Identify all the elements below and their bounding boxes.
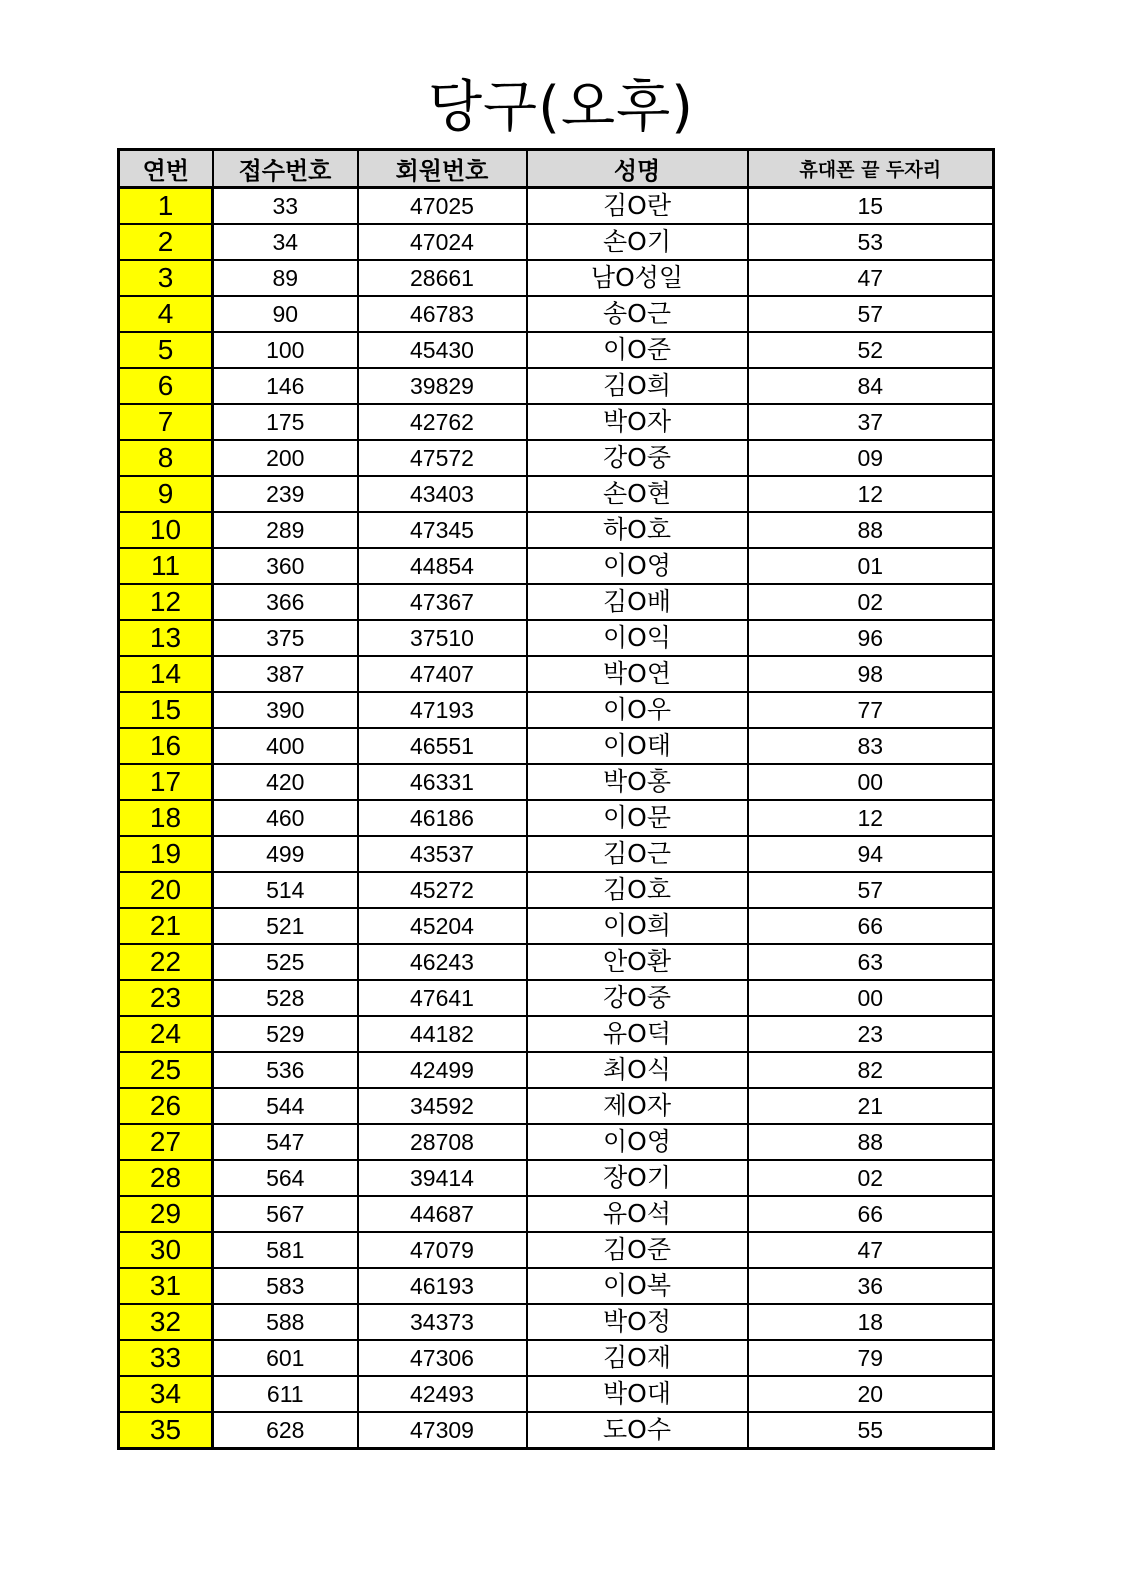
receipt-number-cell: 366 [213,584,358,620]
name-cell: 김O호 [527,872,748,908]
receipt-number-cell: 611 [213,1376,358,1412]
row-index-cell: 29 [119,1196,213,1232]
phone-last-digits-cell: 12 [748,800,994,836]
name-cell: 이O복 [527,1268,748,1304]
row-index-cell: 21 [119,908,213,944]
phone-last-digits-cell: 66 [748,1196,994,1232]
member-number-cell: 47024 [358,224,527,260]
name-cell: 김O배 [527,584,748,620]
receipt-number-cell: 460 [213,800,358,836]
receipt-number-cell: 387 [213,656,358,692]
phone-last-digits-cell: 94 [748,836,994,872]
name-cell: 김O희 [527,368,748,404]
member-number-cell: 47309 [358,1412,527,1449]
row-index-cell: 23 [119,980,213,1016]
name-cell: 이O영 [527,1124,748,1160]
row-index-cell: 7 [119,404,213,440]
name-cell: 박O정 [527,1304,748,1340]
table-row [119,836,994,872]
name-cell: 최O식 [527,1052,748,1088]
table-row [119,1268,994,1304]
name-cell: 이O준 [527,332,748,368]
phone-last-digits-cell: 57 [748,872,994,908]
table-row [119,368,994,404]
row-index-cell: 25 [119,1052,213,1088]
table-row [119,260,994,296]
row-index-cell: 24 [119,1016,213,1052]
receipt-number-cell: 601 [213,1340,358,1376]
member-number-cell: 46331 [358,764,527,800]
table-row [119,296,994,332]
row-index-cell: 14 [119,656,213,692]
member-number-cell: 39829 [358,368,527,404]
member-number-cell: 42499 [358,1052,527,1088]
member-number-cell: 34592 [358,1088,527,1124]
receipt-number-cell: 529 [213,1016,358,1052]
phone-last-digits-cell: 53 [748,224,994,260]
name-cell: 박O연 [527,656,748,692]
phone-last-digits-cell: 55 [748,1412,994,1449]
phone-last-digits-cell: 88 [748,512,994,548]
row-index-cell: 34 [119,1376,213,1412]
name-cell: 도O수 [527,1412,748,1449]
name-cell: 이O익 [527,620,748,656]
table-body [119,188,994,1449]
member-number-cell: 44854 [358,548,527,584]
column-header-name: 성명 [527,150,748,188]
phone-last-digits-cell: 98 [748,656,994,692]
receipt-number-cell: 528 [213,980,358,1016]
name-cell: 이O영 [527,548,748,584]
phone-last-digits-cell: 37 [748,404,994,440]
phone-last-digits-cell: 83 [748,728,994,764]
receipt-number-cell: 581 [213,1232,358,1268]
name-cell: 이O문 [527,800,748,836]
name-cell: 송O근 [527,296,748,332]
name-cell: 김O준 [527,1232,748,1268]
row-index-cell: 33 [119,1340,213,1376]
table-row [119,1232,994,1268]
member-number-cell: 46186 [358,800,527,836]
receipt-number-cell: 420 [213,764,358,800]
table-row [119,224,994,260]
row-index-cell: 5 [119,332,213,368]
row-index-cell: 27 [119,1124,213,1160]
receipt-number-cell: 499 [213,836,358,872]
name-cell: 이O태 [527,728,748,764]
member-number-cell: 34373 [358,1304,527,1340]
phone-last-digits-cell: 23 [748,1016,994,1052]
member-number-cell: 28708 [358,1124,527,1160]
name-cell: 손O기 [527,224,748,260]
member-number-cell: 37510 [358,620,527,656]
member-number-cell: 43403 [358,476,527,512]
table-row [119,728,994,764]
row-index-cell: 19 [119,836,213,872]
column-header-index: 연번 [119,150,213,188]
row-index-cell: 16 [119,728,213,764]
phone-last-digits-cell: 47 [748,260,994,296]
phone-last-digits-cell: 15 [748,188,994,225]
row-index-cell: 2 [119,224,213,260]
table-row [119,1376,994,1412]
phone-last-digits-cell: 66 [748,908,994,944]
row-index-cell: 28 [119,1160,213,1196]
name-cell: 남O성일 [527,260,748,296]
phone-last-digits-cell: 01 [748,548,994,584]
table-row [119,404,994,440]
member-number-cell: 47407 [358,656,527,692]
phone-last-digits-cell: 47 [748,1232,994,1268]
name-cell: 강O중 [527,440,748,476]
receipt-number-cell: 521 [213,908,358,944]
table-row [119,656,994,692]
table-row [119,980,994,1016]
table-row [119,1196,994,1232]
row-index-cell: 10 [119,512,213,548]
column-header-phone-last-digits: 휴대폰 끝 두자리 [748,150,994,188]
row-index-cell: 15 [119,692,213,728]
receipt-number-cell: 239 [213,476,358,512]
row-index-cell: 11 [119,548,213,584]
name-cell: 하O호 [527,512,748,548]
name-cell: 유O석 [527,1196,748,1232]
row-index-cell: 20 [119,872,213,908]
phone-last-digits-cell: 21 [748,1088,994,1124]
table-row [119,332,994,368]
table-row [119,620,994,656]
row-index-cell: 18 [119,800,213,836]
receipt-number-cell: 536 [213,1052,358,1088]
name-cell: 유O덕 [527,1016,748,1052]
name-cell: 강O중 [527,980,748,1016]
phone-last-digits-cell: 63 [748,944,994,980]
phone-last-digits-cell: 00 [748,980,994,1016]
name-cell: 안O환 [527,944,748,980]
column-header-member-number: 회원번호 [358,150,527,188]
name-cell: 박O대 [527,1376,748,1412]
name-cell: 이O희 [527,908,748,944]
table-row [119,1052,994,1088]
column-header-receipt-number: 접수번호 [213,150,358,188]
receipt-number-cell: 200 [213,440,358,476]
receipt-number-cell: 514 [213,872,358,908]
row-index-cell: 6 [119,368,213,404]
row-index-cell: 35 [119,1412,213,1449]
table-header-row [119,150,994,188]
receipt-number-cell: 588 [213,1304,358,1340]
member-number-cell: 46551 [358,728,527,764]
table-row [119,440,994,476]
phone-last-digits-cell: 12 [748,476,994,512]
table-row [119,944,994,980]
receipt-number-cell: 564 [213,1160,358,1196]
table-row [119,512,994,548]
phone-last-digits-cell: 18 [748,1304,994,1340]
member-number-cell: 47572 [358,440,527,476]
table-row [119,800,994,836]
phone-last-digits-cell: 02 [748,584,994,620]
table-row [119,1160,994,1196]
phone-last-digits-cell: 96 [748,620,994,656]
member-number-cell: 47367 [358,584,527,620]
member-number-cell: 47641 [358,980,527,1016]
table-row [119,476,994,512]
receipt-number-cell: 34 [213,224,358,260]
phone-last-digits-cell: 02 [748,1160,994,1196]
name-cell: 김O근 [527,836,748,872]
table-row [119,1016,994,1052]
receipt-number-cell: 583 [213,1268,358,1304]
member-number-cell: 42762 [358,404,527,440]
receipt-number-cell: 360 [213,548,358,584]
table-row [119,548,994,584]
member-number-cell: 45204 [358,908,527,944]
participant-table [117,148,995,1450]
row-index-cell: 31 [119,1268,213,1304]
member-number-cell: 39414 [358,1160,527,1196]
member-number-cell: 47079 [358,1232,527,1268]
member-number-cell: 45272 [358,872,527,908]
phone-last-digits-cell: 77 [748,692,994,728]
member-number-cell: 47193 [358,692,527,728]
phone-last-digits-cell: 84 [748,368,994,404]
table-row [119,1412,994,1449]
receipt-number-cell: 175 [213,404,358,440]
phone-last-digits-cell: 36 [748,1268,994,1304]
phone-last-digits-cell: 57 [748,296,994,332]
row-index-cell: 8 [119,440,213,476]
row-index-cell: 22 [119,944,213,980]
receipt-number-cell: 146 [213,368,358,404]
row-index-cell: 12 [119,584,213,620]
name-cell: 김O란 [527,188,748,225]
row-index-cell: 4 [119,296,213,332]
row-index-cell: 26 [119,1088,213,1124]
phone-last-digits-cell: 88 [748,1124,994,1160]
name-cell: 박O자 [527,404,748,440]
phone-last-digits-cell: 09 [748,440,994,476]
name-cell: 제O자 [527,1088,748,1124]
phone-last-digits-cell: 20 [748,1376,994,1412]
row-index-cell: 3 [119,260,213,296]
member-number-cell: 43537 [358,836,527,872]
member-number-cell: 44687 [358,1196,527,1232]
receipt-number-cell: 375 [213,620,358,656]
table-row [119,1088,994,1124]
row-index-cell: 1 [119,188,213,225]
row-index-cell: 9 [119,476,213,512]
table-row [119,584,994,620]
receipt-number-cell: 400 [213,728,358,764]
member-number-cell: 44182 [358,1016,527,1052]
table-row [119,188,994,225]
phone-last-digits-cell: 82 [748,1052,994,1088]
row-index-cell: 30 [119,1232,213,1268]
member-number-cell: 47025 [358,188,527,225]
member-number-cell: 28661 [358,260,527,296]
phone-last-digits-cell: 79 [748,1340,994,1376]
table-row [119,1124,994,1160]
row-index-cell: 13 [119,620,213,656]
receipt-number-cell: 547 [213,1124,358,1160]
name-cell: 김O재 [527,1340,748,1376]
receipt-number-cell: 567 [213,1196,358,1232]
receipt-number-cell: 289 [213,512,358,548]
receipt-number-cell: 525 [213,944,358,980]
table-row [119,1340,994,1376]
table-row [119,908,994,944]
table-row [119,872,994,908]
page-title: 당구(오후) [427,75,695,140]
member-number-cell: 46193 [358,1268,527,1304]
receipt-number-cell: 100 [213,332,358,368]
receipt-number-cell: 89 [213,260,358,296]
row-index-cell: 17 [119,764,213,800]
row-index-cell: 32 [119,1304,213,1340]
name-cell: 이O우 [527,692,748,728]
member-number-cell: 46243 [358,944,527,980]
phone-last-digits-cell: 52 [748,332,994,368]
phone-last-digits-cell: 00 [748,764,994,800]
table-row [119,764,994,800]
member-number-cell: 47306 [358,1340,527,1376]
table-row [119,1304,994,1340]
member-number-cell: 47345 [358,512,527,548]
receipt-number-cell: 544 [213,1088,358,1124]
table-row [119,692,994,728]
receipt-number-cell: 90 [213,296,358,332]
receipt-number-cell: 390 [213,692,358,728]
name-cell: 장O기 [527,1160,748,1196]
member-number-cell: 42493 [358,1376,527,1412]
receipt-number-cell: 628 [213,1412,358,1449]
receipt-number-cell: 33 [213,188,358,225]
member-number-cell: 46783 [358,296,527,332]
member-number-cell: 45430 [358,332,527,368]
name-cell: 손O현 [527,476,748,512]
name-cell: 박O홍 [527,764,748,800]
